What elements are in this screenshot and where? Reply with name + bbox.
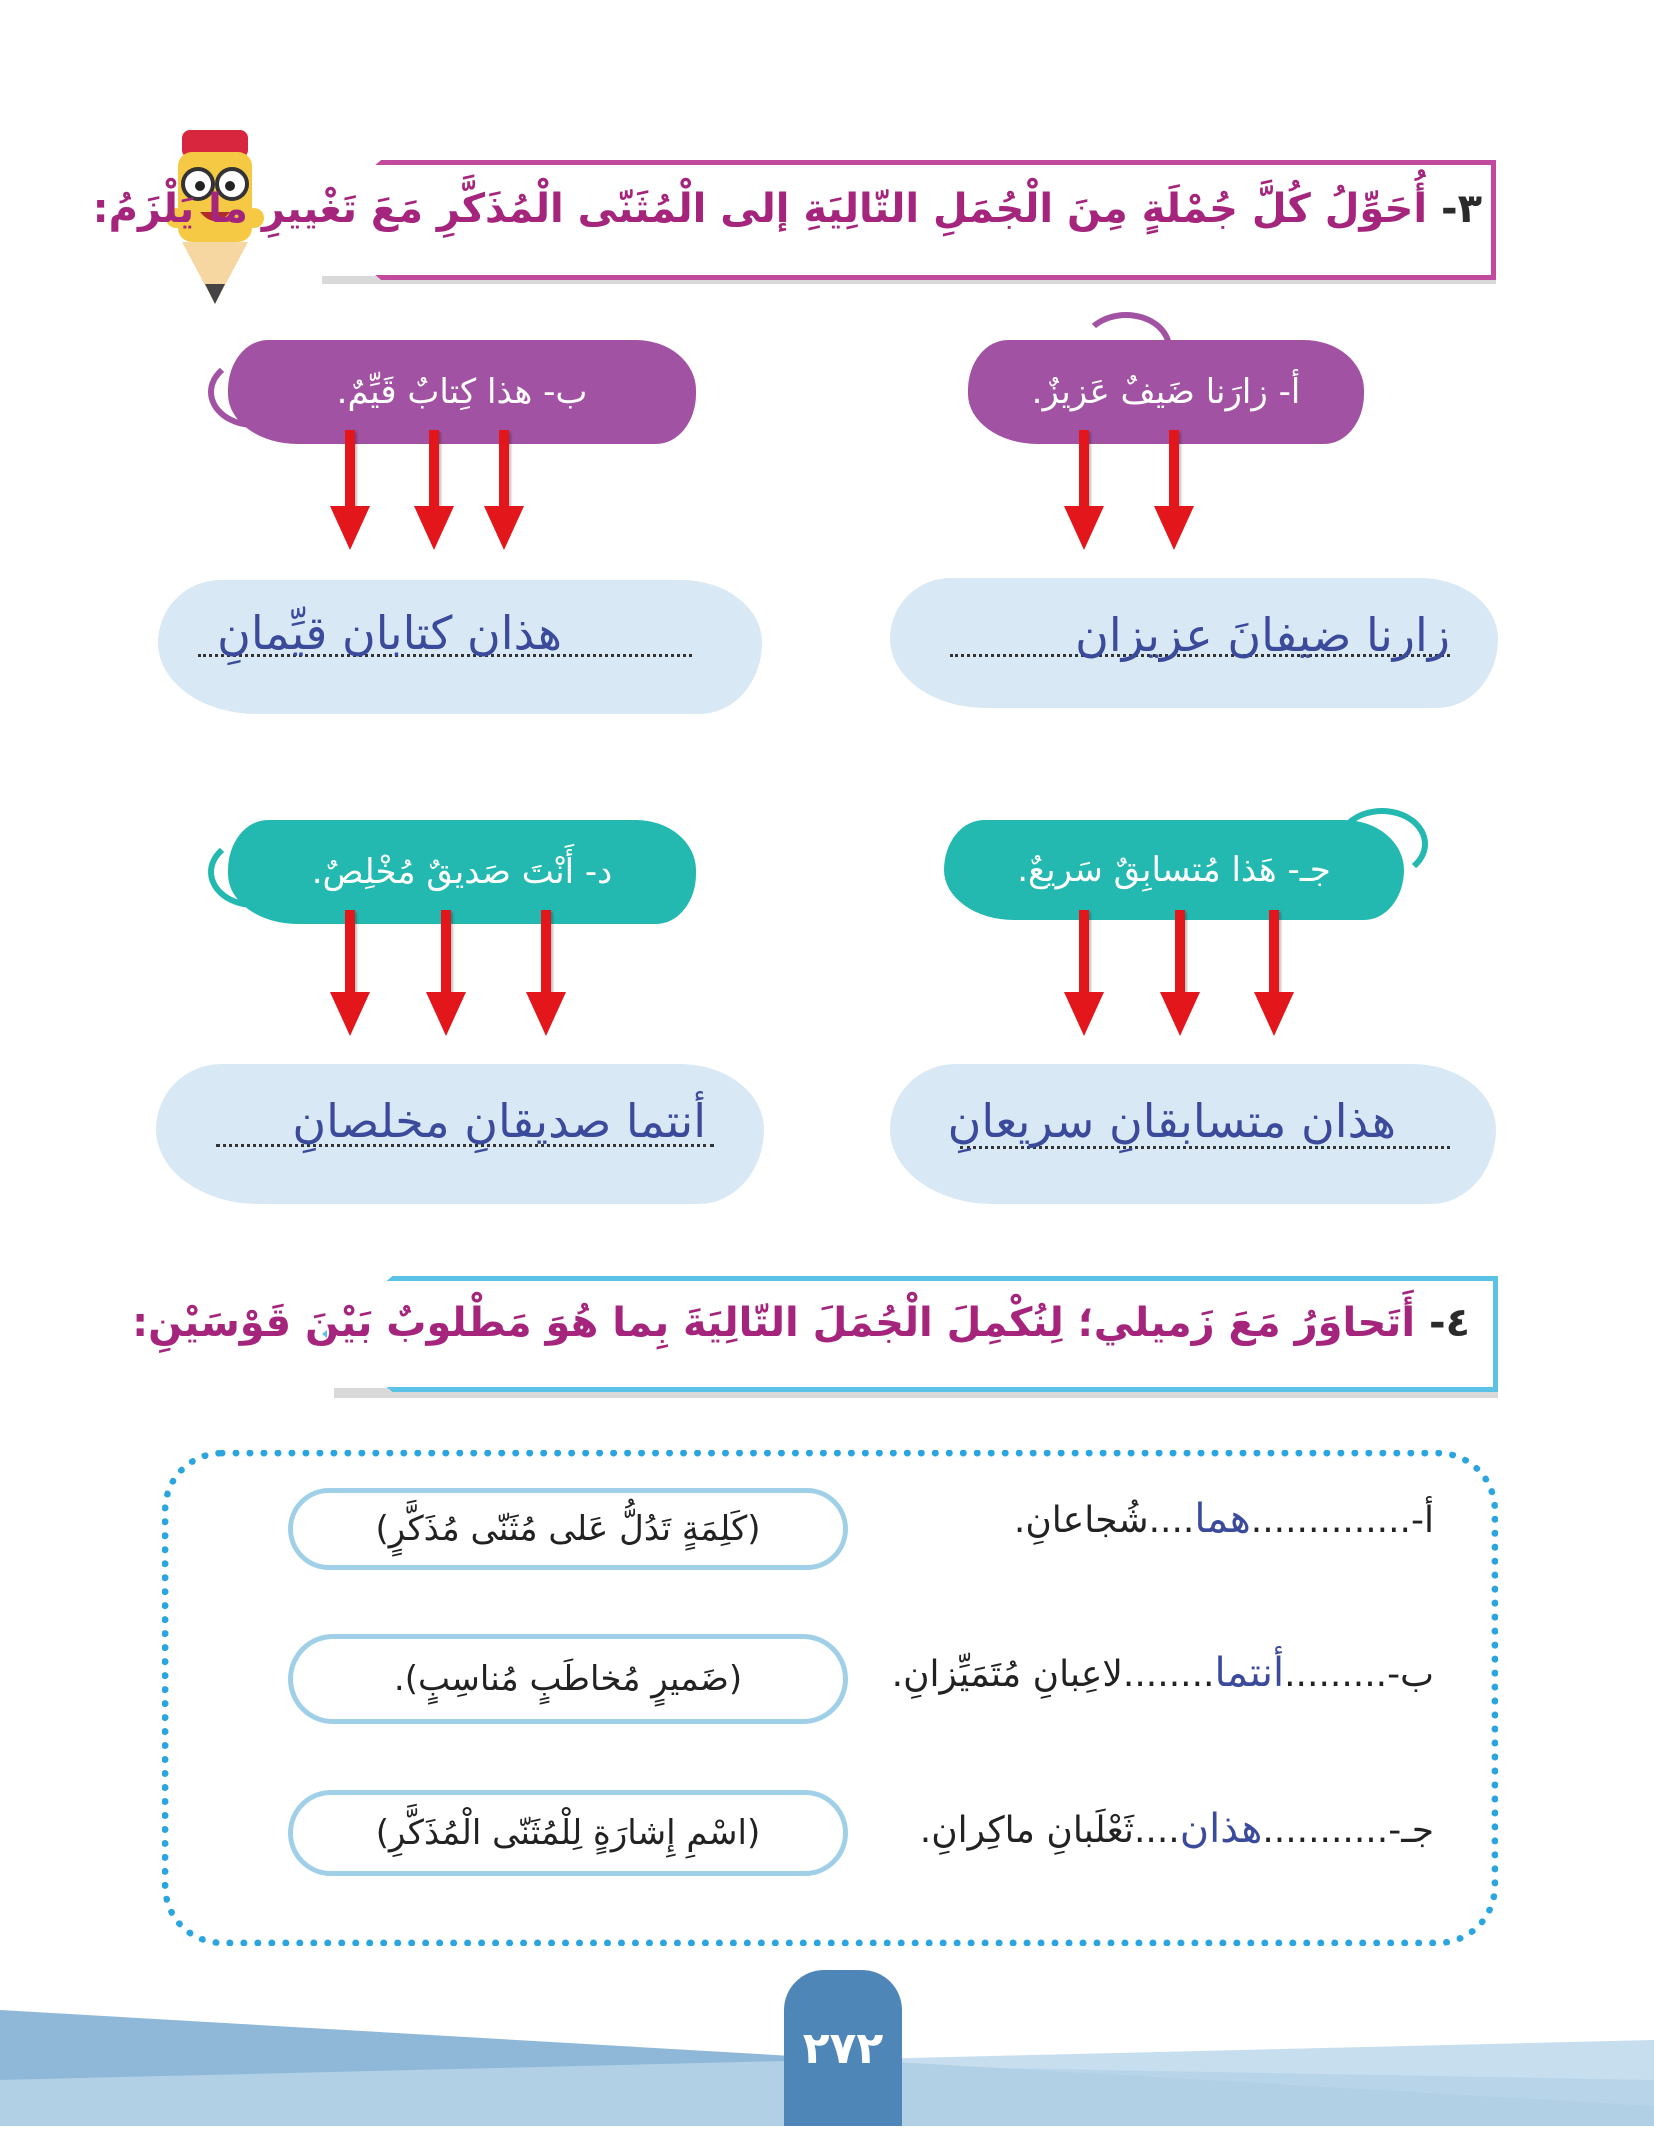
answer-text-c: هذان متسابقانِ سريعانِ xyxy=(947,1094,1396,1148)
arrow-icon xyxy=(1154,430,1194,550)
answer-text-a: زارنا ضيفانَ عزيزان xyxy=(1075,608,1450,662)
answer-box-a[interactable] xyxy=(890,578,1498,708)
answer-box-c[interactable] xyxy=(890,1064,1496,1204)
arrow-icon xyxy=(1064,910,1104,1036)
prompt-d: د- أَنْتَ صَديقٌ مُخْلِصٌ. xyxy=(228,820,696,924)
prompt-c: جـ- هَذا مُتسابِقٌ سَريعٌ. xyxy=(944,820,1404,920)
arrow-icon xyxy=(1160,910,1200,1036)
fill-line-c: جـ-...........هذان....ثَعْلَبانِ ماكِرانِ. xyxy=(919,1806,1434,1852)
page-number: ٢٧٢ xyxy=(784,1970,902,2126)
hint-cloud-c: (اسْمِ إِشارَةٍ لِلْمُثَنّى الْمُذَكَّرِ) xyxy=(288,1790,848,1876)
prompt-a: أ- زارَنا ضَيفٌ عَزيزٌ. xyxy=(968,340,1364,444)
section3-title: ٣- أُحَوِّلُ كُلَّ جُمْلَةٍ مِنَ الْجُمَلِ التّالِيَةِ إلى الْمُثَنّى الْمُذَكَّرِ مَعَ تَغْييرِ ما يَلْزَمُ: xyxy=(92,186,1482,232)
fill-answer-c[interactable]: هذان xyxy=(1179,1806,1263,1852)
hint-cloud-a: (كَلِمَةٍ تَدُلُّ عَلى مُثَنّى مُذَكَّرٍ) xyxy=(288,1488,848,1570)
arrow-icon xyxy=(526,910,566,1036)
answer-box-b[interactable] xyxy=(158,580,762,714)
section4-title: ٤- أَتَحاوَرُ مَعَ زَميلي؛ لِنُكْمِلَ الْجُمَلَ التّالِيَةَ بِما هُوَ مَطْلوبٌ بَيْنَ قَوْسَيْنِ: xyxy=(132,1300,1470,1346)
answer-text-b: هذان كتابان قيِّمانِ xyxy=(217,606,562,660)
arrow-icon xyxy=(484,430,524,550)
answer-text-d: أنتما صديقانِ مخلصانِ xyxy=(292,1094,706,1148)
arrow-icon xyxy=(330,910,370,1036)
fill-answer-a[interactable]: هما xyxy=(1194,1496,1251,1542)
fill-line-b: ب-.........أنتما........لاعِبانِ مُتَمَيِّزانِ. xyxy=(891,1650,1434,1696)
arrow-icon xyxy=(1254,910,1294,1036)
hint-cloud-b: (ضَميرٍ مُخاطَبٍ مُناسِبٍ). xyxy=(288,1634,848,1724)
answer-box-d[interactable] xyxy=(156,1064,764,1204)
fill-answer-b[interactable]: أنتما xyxy=(1214,1650,1285,1696)
arrow-icon xyxy=(330,430,370,550)
fill-line-a: أ-..............هما....شُجاعانِ. xyxy=(1013,1496,1434,1542)
arrow-icon xyxy=(1064,430,1104,550)
prompt-b: ب- هذا كِتابٌ قَيِّمٌ. xyxy=(228,340,696,444)
arrow-icon xyxy=(426,910,466,1036)
arrow-icon xyxy=(414,430,454,550)
